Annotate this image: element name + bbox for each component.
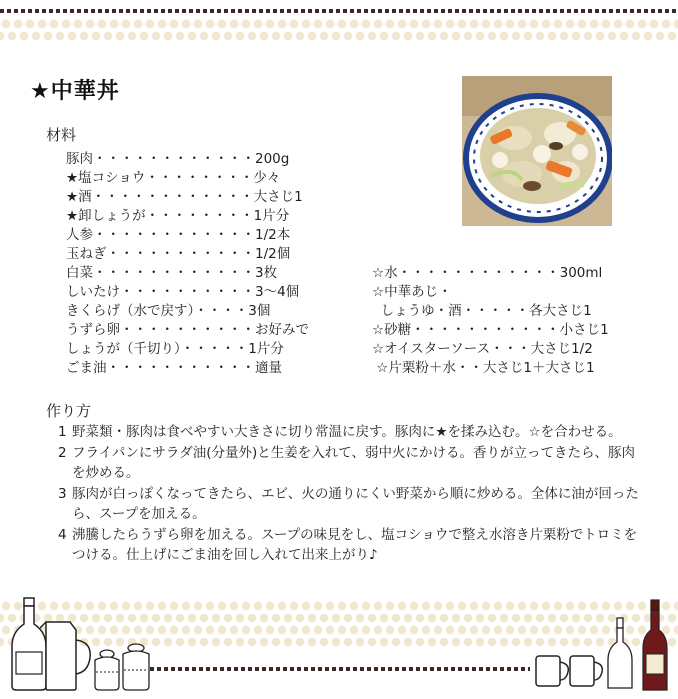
sauce-line: しょうゆ・酒・・・・・各大さじ1	[372, 303, 592, 319]
sauce-line: ☆砂糖・・・・・・・・・・・小さじ1	[372, 322, 609, 338]
step-text: 沸騰したらうずら卵を加える。スープの味見をし、塩コショウで整え水溶き片栗粉でトロミをつける。仕上げにごま油を回し入れて出来上がり♪	[72, 526, 638, 563]
bowl-image	[462, 76, 612, 226]
step-number: 3	[58, 485, 67, 502]
sauce-line: ☆オイスターソース・・・大さじ1/2	[372, 341, 593, 357]
sauce-line: ☆中華あじ・	[372, 284, 452, 300]
step-text: 豚肉が白っぽくなってきたら、エビ、火の通りにくい野菜から順に炒める。全体に油が回ったら、スープを加える。	[72, 485, 639, 522]
ingredient-line: きくらげ（水で戻す）・・・・3個	[66, 303, 271, 319]
top-dashed-line	[0, 9, 678, 13]
ingredient-line: 人参・・・・・・・・・・・・1/2本	[66, 227, 291, 243]
dish-photo	[462, 76, 612, 226]
step-number: 1	[58, 424, 67, 440]
ingredient-line: 白菜・・・・・・・・・・・・3枚	[66, 265, 278, 281]
wine-bottle-icon	[640, 598, 670, 694]
ingredient-line: ★塩コショウ・・・・・・・・少々	[66, 170, 281, 186]
step-number: 4	[58, 526, 67, 543]
ingredient-line: ★卸しょうが・・・・・・・・1片分	[66, 208, 290, 224]
ingredient-line: 豚肉・・・・・・・・・・・・200g	[66, 151, 290, 167]
top-dotted-border	[0, 0, 678, 52]
bottom-dashed-line	[150, 667, 530, 671]
ingredient-line: しいたけ・・・・・・・・・・3～4個	[66, 284, 300, 300]
ingredient-line: しょうが（千切り）・・・・・1片分	[66, 341, 284, 357]
mug-icon	[566, 650, 606, 690]
milk-pitcher-icon	[40, 618, 96, 692]
sauce-line: ☆水・・・・・・・・・・・・300ml	[372, 265, 603, 281]
method-heading: 作り方	[46, 402, 92, 420]
sugar-pot-icon	[92, 646, 122, 692]
step-text: フライパンにサラダ油(分量外)と生姜を入れて、弱中火にかける。香りが立ってきたら、豚肉を炒める。	[72, 444, 635, 481]
ingredient-line: ごま油・・・・・・・・・・・適量	[66, 360, 282, 376]
step-item	[58, 525, 648, 566]
sugar-pot-icon	[120, 640, 152, 692]
step-number: 2	[58, 444, 67, 461]
oil-bottle-icon	[604, 616, 636, 692]
ingredient-line: ★酒・・・・・・・・・・・・大さじ1	[66, 189, 303, 205]
ingredient-line: 玉ねぎ・・・・・・・・・・・1/2個	[66, 246, 291, 262]
step-item	[58, 484, 648, 525]
sauce-line: ☆片栗粉＋水・・大さじ1＋大さじ1	[372, 360, 595, 376]
ingredients-heading: 材料	[46, 126, 77, 144]
method-steps	[58, 422, 648, 566]
step-text: 野菜類・豚肉は食べやすい大きさに切り常温に戻す。豚肉に★を揉み込む。☆を合わせる。	[72, 424, 622, 440]
step-item	[58, 443, 648, 484]
recipe-title: ★中華丼	[30, 79, 120, 104]
ingredient-line: うずら卵・・・・・・・・・・お好みで	[66, 322, 309, 338]
step-item	[58, 422, 648, 443]
